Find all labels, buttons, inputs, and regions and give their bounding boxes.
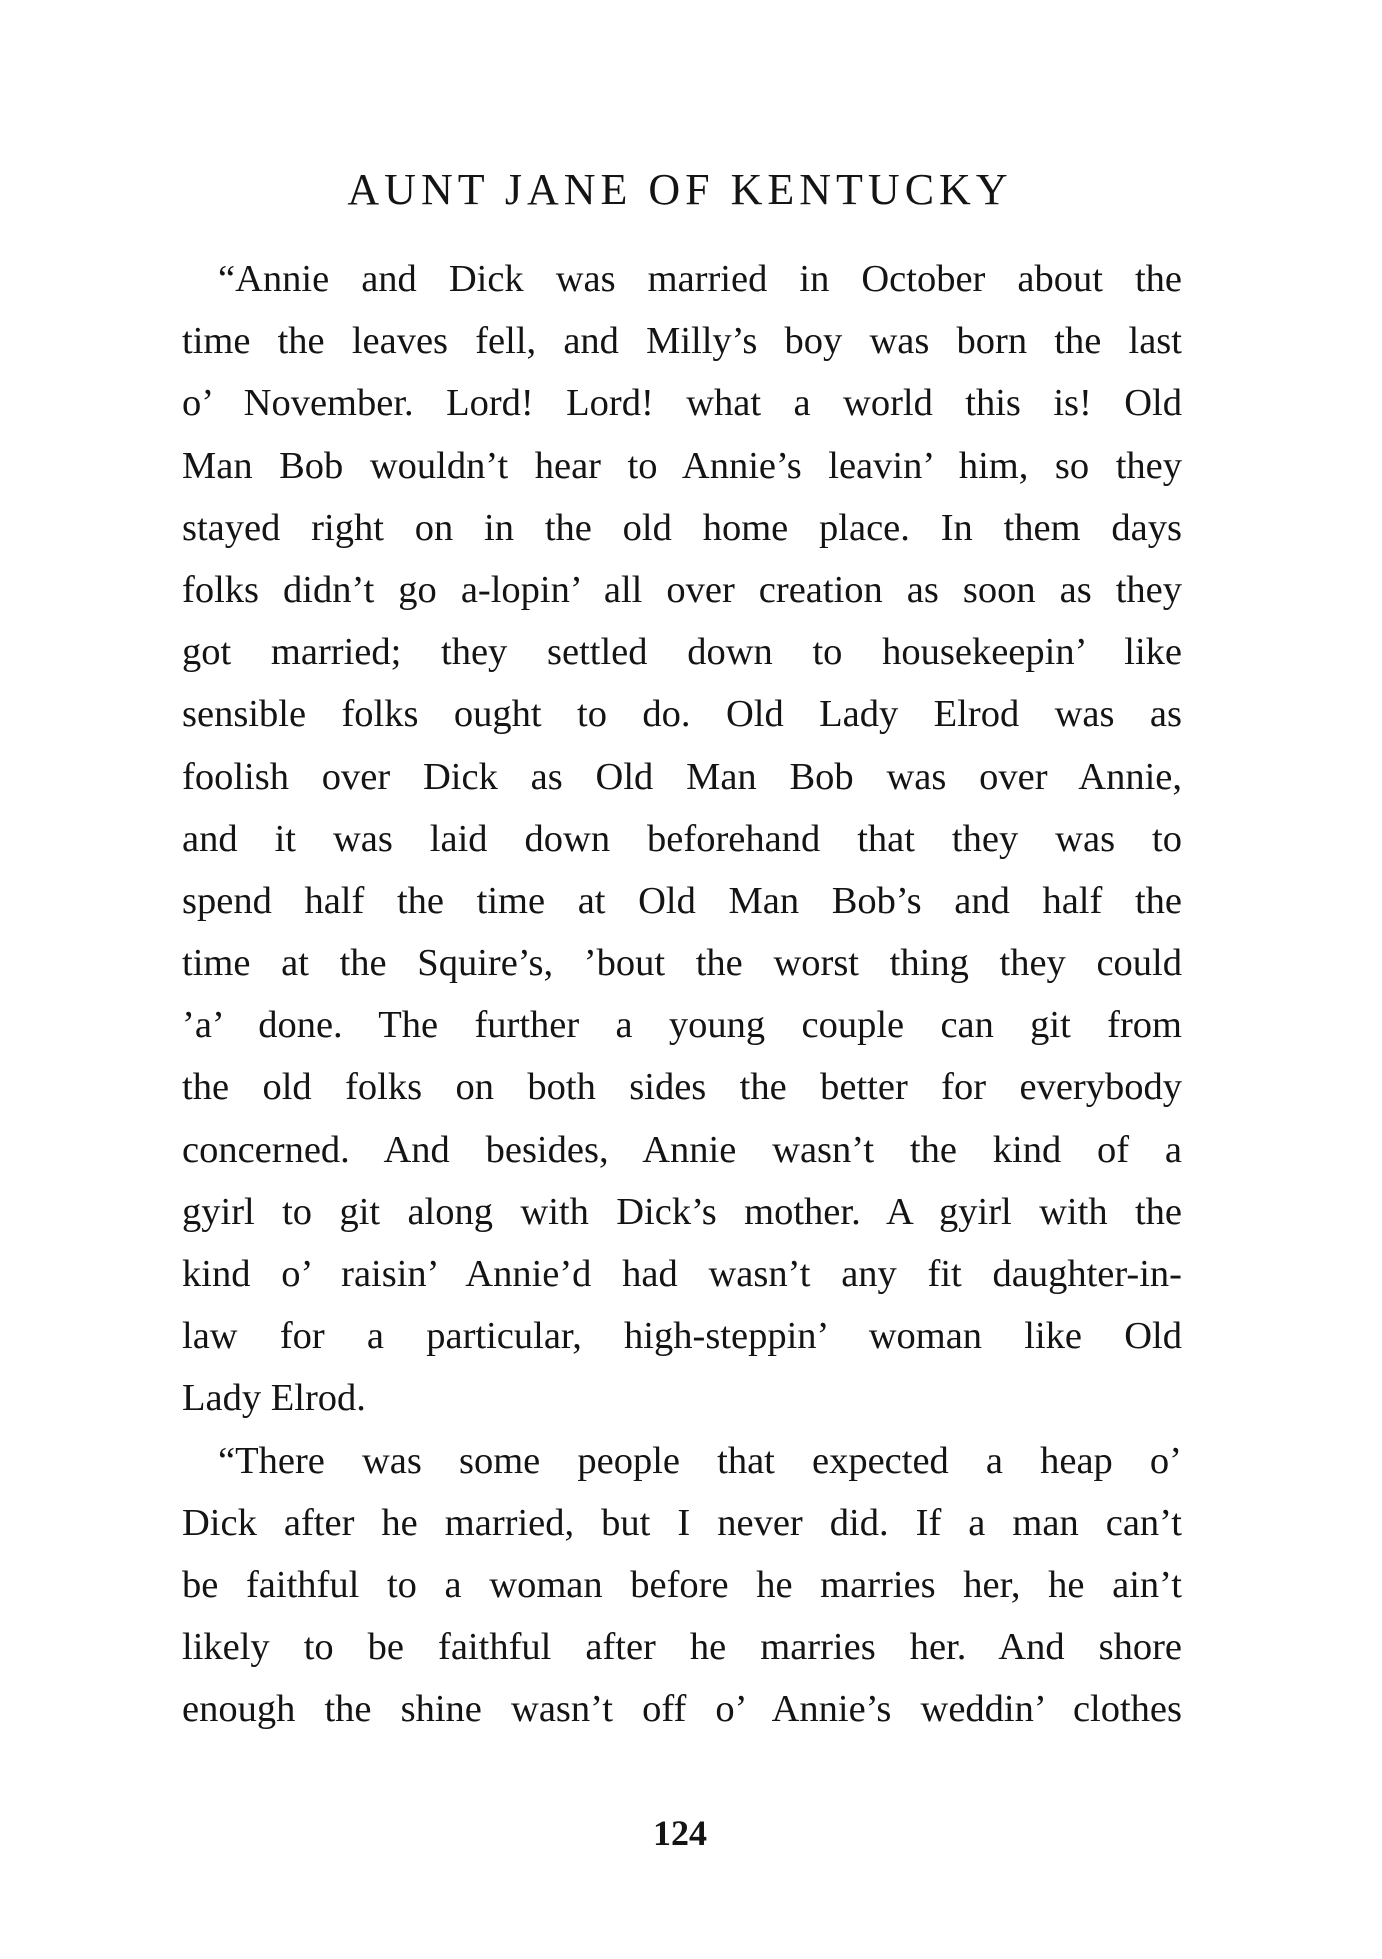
text-line: ’a’ done. The further a young couple can git from xyxy=(182,1004,1182,1047)
text-line: concerned. And besides, Annie wasn’t the kind of a xyxy=(182,1128,1182,1171)
text-line: enough the shine wasn’t off o’ Annie’s weddin’ clothes xyxy=(182,1688,1182,1731)
text-line: kind o’ raisin’ Annie’d had wasn’t any fit daughter-in- xyxy=(182,1253,1182,1295)
text-line: got married; they settled down to housekeepin’ like xyxy=(182,631,1182,674)
text-line: “There was some people that expected a heap o’ xyxy=(218,1439,1182,1482)
text-line: time at the Squire’s, ’bout the worst thing they could xyxy=(182,942,1182,985)
text-line: “Annie and Dick was married in October about the xyxy=(218,258,1182,300)
text-line: sensible folks ought to do. Old Lady Elrod was as xyxy=(182,693,1182,736)
text-line: Man Bob wouldn’t hear to Annie’s leavin’ him, so they xyxy=(182,444,1182,487)
text-line: and it was laid down beforehand that they was to xyxy=(182,817,1182,860)
text-line: folks didn’t go a-lopin’ all over creation as soon as they xyxy=(182,568,1182,611)
text-line: gyirl to git along with Dick’s mother. A gyirl with the xyxy=(182,1190,1182,1233)
text-line: the old folks on both sides the better for everybody xyxy=(182,1066,1182,1109)
text-line: likely to be faithful after he marries her. And shore xyxy=(182,1626,1182,1669)
text-line: Lady Elrod. xyxy=(182,1377,366,1420)
text-line: stayed right on in the old home place. In them days xyxy=(182,506,1182,549)
text-line: foolish over Dick as Old Man Bob was over Annie, xyxy=(182,755,1182,798)
text-line: o’ November. Lord! Lord! what a world this is! Old xyxy=(182,382,1182,425)
running-head: AUNT JANE OF KENTUCKY xyxy=(347,165,1013,214)
text-line: be faithful to a woman before he marries her, he ain’t xyxy=(182,1563,1182,1606)
text-line: law for a particular, high-steppin’ woman like Old xyxy=(182,1315,1182,1358)
page-number: 124 xyxy=(653,1813,707,1853)
text-line: spend half the time at Old Man Bob’s and half the xyxy=(182,879,1182,922)
text-line: time the leaves fell, and Milly’s boy was born the last xyxy=(182,320,1182,363)
text-line: Dick after he married, but I never did. If a man can’t xyxy=(182,1501,1182,1544)
body-text xyxy=(182,248,1182,1741)
